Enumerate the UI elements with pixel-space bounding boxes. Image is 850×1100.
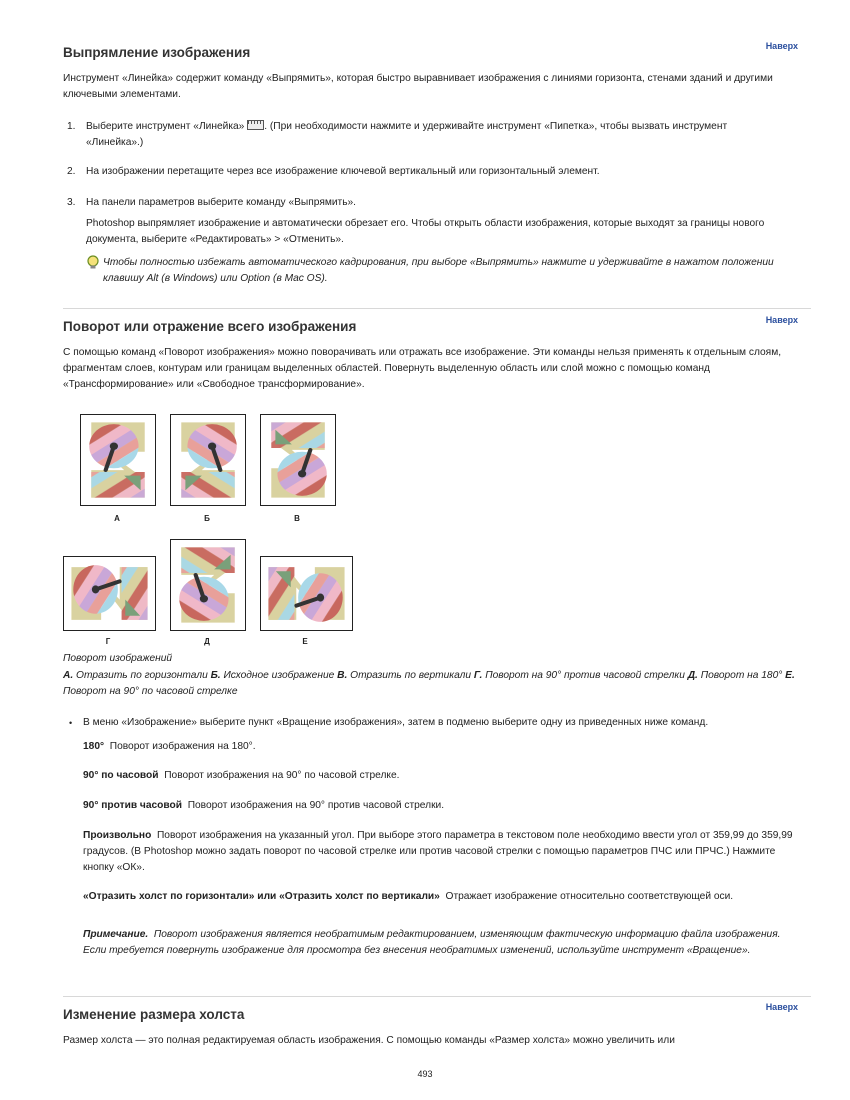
- caption-legend: А. Отразить по горизонтали Б. Исходное изображение В. Отразить по вертикали Г. Поворот на 90° против часовой стрелки Д. Поворот на 180° Е. Поворот на 90° по часовой стрелке: [63, 669, 795, 697]
- command-flip-canvas: «Отразить холст по горизонтали» или «Отразить холст по вертикали» Отражает изображение относительно соответствующей оси.: [83, 891, 734, 902]
- back-to-top-link[interactable]: Наверх: [765, 41, 798, 51]
- command-90-cw: 90° по часовой Поворот изображения на 90° по часовой стрелке.: [83, 770, 400, 781]
- back-to-top-link[interactable]: Наверх: [765, 315, 798, 325]
- page-number: 493: [417, 1069, 433, 1079]
- figure-label: В: [294, 514, 300, 523]
- figure-flip-vertical: [260, 414, 336, 506]
- figure-rotate-90-ccw: [63, 556, 156, 631]
- step-text: На изображении перетащите через все изображение ключевой вертикальный или горизонтальный элемент.: [86, 166, 600, 177]
- section-title-straighten: Выпрямление изображения: [63, 45, 251, 60]
- section-title-rotate: Поворот или отражение всего изображения: [63, 319, 357, 334]
- step-number: 3.: [67, 197, 76, 208]
- caption-title: Поворот изображений: [63, 653, 173, 664]
- figure-label: Г: [105, 637, 111, 646]
- figure-label: Б: [204, 514, 210, 523]
- bullet-text: В меню «Изображение» выберите пункт «Вращение изображения», затем в подменю выберите одну из приведенных ниже команд.: [83, 717, 709, 728]
- divider: [63, 996, 811, 997]
- command-arbitrary: Произвольно Поворот изображения на указанный угол. При выборе этого параметра в текстовом поле необходимо ввести угол от 359,99 до 359,99 градусов. (В Photoshop можно задать поворот по часовой стрелке или против часовой стрелки с помощью параметров ПЧС или ПРЧС.) Нажмите кнопку «ОК».: [83, 830, 793, 873]
- figure-flip-horizontal: [80, 414, 156, 506]
- step-1: [63, 119, 811, 151]
- figure-label: А: [114, 514, 120, 523]
- figure-label: Д: [204, 637, 210, 646]
- bullet-icon: •: [69, 718, 73, 728]
- back-to-top-link[interactable]: Наверх: [765, 1002, 798, 1012]
- ruler-tool-icon: [247, 120, 264, 130]
- tip-text: Чтобы полностью избежать автоматического кадрирования, при выборе «Выпрямить» нажмите и удерживайте в нажатом положении клавишу Alt (в Windows) или Option (в Mac OS).: [103, 257, 774, 284]
- command-180: 180° Поворот изображения на 180°.: [83, 741, 256, 752]
- figure-label: Е: [302, 637, 308, 646]
- step-3-detail: Photoshop выпрямляет изображение и автоматически обрезает его. Чтобы открыть области изображения, которые выходят за границы нового документа, выберите «Редактировать» > «Отменить».: [86, 218, 765, 245]
- lightbulb-icon: [86, 255, 100, 271]
- figure-rotate-90-cw: [260, 556, 353, 631]
- command-90-ccw: 90° против часовой Поворот изображения на 90° против часовой стрелки.: [83, 800, 445, 811]
- figure-original: [170, 414, 246, 506]
- rotate-intro: С помощью команд «Поворот изображения» можно поворачивать или отражать все изображение. Эти команды нельзя применять к отдельным слоям, фрагментам слоев, контурам или границам выделенных областей. Повернуть выделенную область или слой можно с помощью команд «Трансформирование» или «Свободное трансформирование».: [63, 347, 782, 390]
- rotation-note: Примечание. Поворот изображения является необратимым редактированием, изменяющим фактическую информацию файла изображения. Если требуется повернуть изображение для просмотра без внесения необратимых изменений, используйте инструмент «Вращение».: [83, 929, 781, 956]
- straighten-intro: Инструмент «Линейка» содержит команду «Выпрямить», которая быстро выравнивает изображения с линиями горизонта, стенами зданий и другими ключевыми элементами.: [63, 73, 773, 100]
- figure-caption: [63, 651, 811, 701]
- section-title-canvas-size: Изменение размера холста: [63, 1007, 245, 1022]
- figure-rotate-180: [170, 539, 246, 631]
- step-number: 1.: [67, 121, 76, 132]
- divider: [63, 308, 811, 309]
- step-text: Выберите инструмент «Линейка» . (При необходимости нажмите и удерживайте инструмент «Пипетка», чтобы вызвать инструмент «Линейка».): [86, 121, 728, 148]
- step-text: На панели параметров выберите команду «Выпрямить».: [86, 197, 356, 208]
- step-number: 2.: [67, 166, 76, 177]
- canvas-size-intro: Размер холста — это полная редактируемая область изображения. С помощью команды «Размер холста» можно увеличить или: [63, 1035, 675, 1046]
